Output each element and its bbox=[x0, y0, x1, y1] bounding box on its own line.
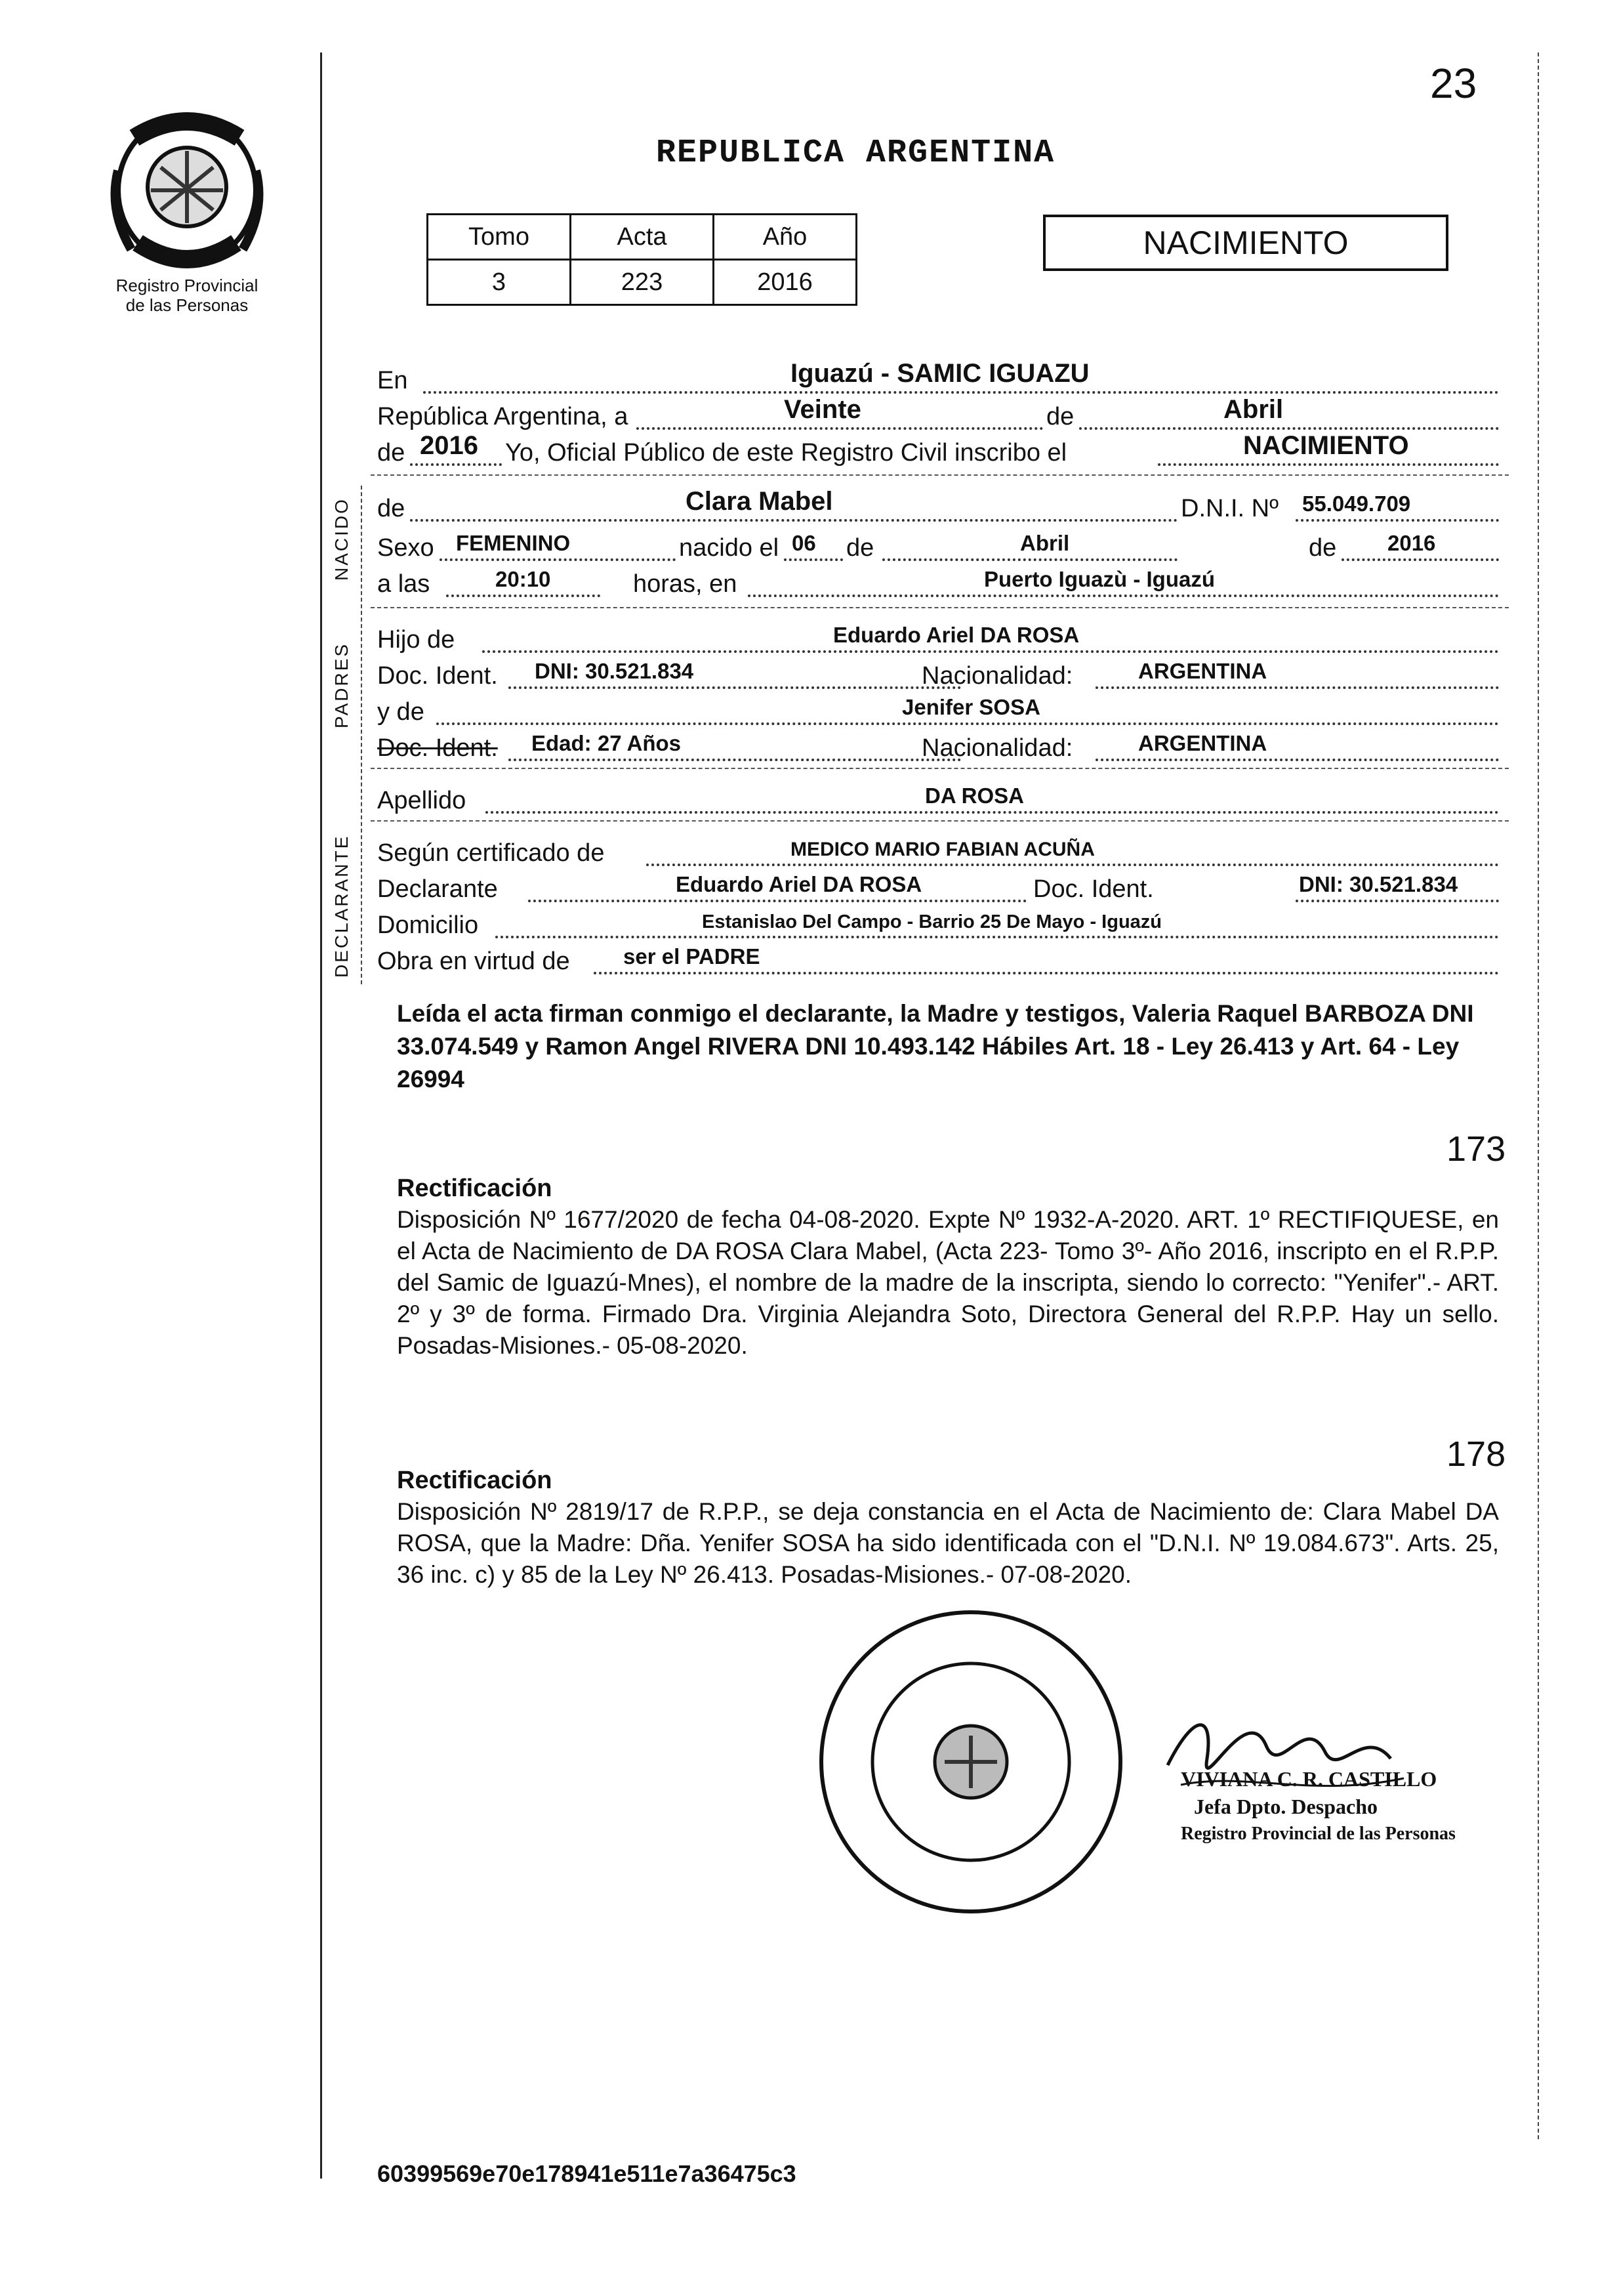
right-margin-line bbox=[1538, 52, 1539, 2139]
section-separator bbox=[371, 474, 1509, 476]
logo-caption-line1: Registro Provincial bbox=[115, 276, 258, 295]
oficial-label: Yo, Oficial Público de este Registro Civil inscribo el bbox=[505, 439, 1067, 467]
row-certificado bbox=[377, 833, 1502, 873]
mes-value: Abril bbox=[1223, 395, 1284, 424]
row-declarante bbox=[377, 869, 1502, 909]
certificado-label: Según certificado de bbox=[377, 839, 605, 867]
dotted-line bbox=[440, 558, 676, 561]
padre-doc-value: DNI: 30.521.834 bbox=[535, 659, 694, 683]
sexo-value: FEMENINO bbox=[456, 531, 571, 555]
de2-label: de bbox=[377, 439, 405, 467]
row-hijo bbox=[377, 620, 1502, 659]
signer-office: Registro Provincial de las Personas bbox=[1181, 1824, 1456, 1844]
dotted-line bbox=[748, 595, 1499, 597]
page-number: 23 bbox=[1430, 60, 1477, 107]
madre-edad-value: Edad: 27 Años bbox=[531, 731, 681, 755]
madre-nac-value: ARGENTINA bbox=[1138, 731, 1267, 755]
anio-value: 2016 bbox=[714, 260, 857, 305]
registro-provincial-stamp-icon bbox=[813, 1604, 1128, 1919]
doc3-label: Doc. Ident. bbox=[1033, 875, 1154, 903]
certificado-value: MEDICO MARIO FABIAN ACUÑA bbox=[790, 839, 1095, 860]
tomo-header: Tomo bbox=[428, 215, 571, 260]
document-hash: 60399569e70e178941e511e7a36475c3 bbox=[377, 2160, 796, 2187]
dotted-line bbox=[495, 936, 1499, 938]
anio-header: Año bbox=[714, 215, 857, 260]
side-label-nacido: NACIDO bbox=[331, 497, 352, 581]
signature-block bbox=[1181, 1765, 1456, 1848]
madre-value: Jenifer SOSA bbox=[902, 695, 1040, 719]
obra-label: Obra en virtud de bbox=[377, 948, 570, 975]
dotted-line bbox=[1342, 558, 1499, 561]
row-en bbox=[377, 361, 1502, 400]
dotted-line bbox=[882, 558, 1178, 561]
dotted-line bbox=[436, 722, 1499, 725]
row-madre bbox=[377, 692, 1502, 732]
dotted-line bbox=[528, 900, 1027, 902]
row-hora-lugar bbox=[377, 564, 1502, 604]
lugar-value: Puerto Iguazù - Iguazú bbox=[984, 567, 1215, 591]
dotted-line bbox=[1079, 427, 1499, 430]
dotted-line bbox=[1096, 759, 1499, 761]
nac-mes-value: Abril bbox=[1020, 531, 1070, 555]
horas-en-label: horas, en bbox=[633, 570, 737, 598]
yde-label: y de bbox=[377, 698, 424, 726]
section-separator bbox=[371, 768, 1509, 769]
obra-value: ser el PADRE bbox=[623, 944, 760, 969]
dotted-line bbox=[508, 759, 961, 761]
tomo-value: 3 bbox=[428, 260, 571, 305]
dotted-line bbox=[1096, 686, 1499, 689]
record-type-box: NACIMIENTO bbox=[1043, 215, 1448, 271]
hora-value: 20:10 bbox=[495, 567, 551, 591]
row-sexo bbox=[377, 528, 1502, 568]
dni-label: D.N.I. Nº bbox=[1181, 495, 1279, 522]
domicilio-value: Estanislao Del Campo - Barrio 25 De Mayo - Iguazú bbox=[702, 911, 1162, 932]
apellido-label: Apellido bbox=[377, 787, 466, 814]
dotted-line bbox=[1296, 519, 1499, 522]
sexo-label: Sexo bbox=[377, 534, 434, 562]
row-padre-doc bbox=[377, 656, 1502, 696]
apellido-value: DA ROSA bbox=[925, 783, 1024, 808]
row-republica bbox=[377, 397, 1502, 436]
dotted-line bbox=[594, 972, 1499, 974]
logo-caption-line2: de las Personas bbox=[125, 295, 249, 315]
anio-inscripcion-value: 2016 bbox=[420, 431, 478, 460]
section-separator bbox=[371, 607, 1509, 608]
rectification-2-title: Rectificación bbox=[397, 1467, 552, 1494]
acta-header: Acta bbox=[571, 215, 714, 260]
margin-number-173: 173 bbox=[1446, 1129, 1506, 1169]
closing-statement: Leída el acta firman conmigo el declarante, la Madre y testigos, Valeria Raquel BARBOZA DNI 33.074.549 y Ramon Angel RIVERA DNI 10.493.142 Hábiles Art. 18 - Ley 26.413 y Art. 64 - Ley 26994 bbox=[397, 1000, 1474, 1093]
rectification-2-text: Disposición Nº 2819/17 de R.P.P., se deja constancia en el Acta de Nacimiento de: Clara Mabel DA ROSA, que la Madre: Dña. Yenifer SOSA ha sido identificada con el "D.N.I. Nº 19.084.673". Arts. 25, 36 inc. c) y 85 de la Ley Nº 26.413. Posadas-Misiones.- 07-08-2020. bbox=[397, 1498, 1499, 1588]
row-apellido bbox=[377, 781, 1502, 820]
acta-value: 223 bbox=[571, 260, 714, 305]
doc2-label: Doc. Ident. bbox=[377, 734, 498, 762]
signer-role: Jefa Dpto. Despacho bbox=[1194, 1795, 1378, 1818]
left-margin-line bbox=[320, 52, 322, 2179]
alas-label: a las bbox=[377, 570, 430, 598]
dotted-line bbox=[1158, 463, 1499, 466]
field-margin-line bbox=[361, 486, 362, 984]
inscribo-value: NACIMIENTO bbox=[1243, 431, 1409, 460]
en-label: En bbox=[377, 367, 408, 394]
dotted-line bbox=[423, 391, 1499, 394]
declarante-doc-value: DNI: 30.521.834 bbox=[1299, 872, 1458, 896]
en-value: Iguazú - SAMIC IGUAZU bbox=[790, 359, 1090, 388]
dotted-line bbox=[485, 811, 1499, 814]
row-anio-oficial bbox=[377, 433, 1502, 472]
de5-label: de bbox=[1309, 534, 1337, 562]
logo-caption bbox=[98, 276, 276, 315]
padre-value: Eduardo Ariel DA ROSA bbox=[833, 623, 1080, 647]
dotted-line bbox=[646, 864, 1499, 866]
dotted-line bbox=[1296, 900, 1499, 902]
domicilio-label: Domicilio bbox=[377, 911, 479, 939]
de4-label: de bbox=[846, 534, 874, 562]
republica-label: República Argentina, a bbox=[377, 403, 628, 430]
row-nombre bbox=[377, 489, 1502, 528]
hijo-label: Hijo de bbox=[377, 626, 455, 654]
nacionalidad-label: Nacionalidad: bbox=[922, 662, 1073, 690]
padre-nac-value: ARGENTINA bbox=[1138, 659, 1267, 683]
nombre-value: Clara Mabel bbox=[686, 487, 833, 516]
tomo-acta-anio-table bbox=[426, 213, 857, 306]
section-separator bbox=[371, 820, 1509, 822]
dotted-line bbox=[410, 463, 502, 466]
signer-name: VIVIANA C. R. CASTILLO bbox=[1181, 1767, 1437, 1791]
row-obra bbox=[377, 942, 1502, 981]
nac-dia-value: 06 bbox=[792, 531, 816, 555]
dotted-line bbox=[410, 519, 1178, 522]
side-label-padres: PADRES bbox=[331, 642, 352, 728]
dotted-line bbox=[482, 650, 1499, 653]
dni-value: 55.049.709 bbox=[1302, 491, 1411, 516]
dia-value: Veinte bbox=[784, 395, 861, 424]
declarante-value: Eduardo Ariel DA ROSA bbox=[676, 872, 922, 896]
nacionalidad2-label: Nacionalidad: bbox=[922, 734, 1073, 762]
nacido-el-label: nacido el bbox=[679, 534, 779, 562]
country-title: REPUBLICA ARGENTINA bbox=[656, 135, 1055, 172]
de-label: de bbox=[1046, 403, 1075, 430]
de3-label: de bbox=[377, 495, 405, 522]
dotted-line bbox=[446, 595, 600, 597]
nac-anio-value: 2016 bbox=[1387, 531, 1436, 555]
row-madre-doc bbox=[377, 728, 1502, 768]
declarante-label: Declarante bbox=[377, 875, 498, 903]
dotted-line bbox=[784, 558, 843, 561]
margin-number-178: 178 bbox=[1446, 1434, 1506, 1474]
dotted-line bbox=[508, 686, 961, 689]
doc-label: Doc. Ident. bbox=[377, 662, 498, 690]
provincia-misiones-seal-icon bbox=[105, 112, 269, 289]
dotted-line bbox=[636, 427, 1043, 430]
row-domicilio bbox=[377, 906, 1502, 945]
rectification-1-title: Rectificación bbox=[397, 1175, 552, 1202]
side-label-declarante: DECLARANTE bbox=[331, 834, 352, 978]
rectification-1-text: Disposición Nº 1677/2020 de fecha 04-08-2020. Expte Nº 1932-A-2020. ART. 1º RECTIFIQUESE, en el Acta de Nacimiento de DA ROSA Clara Mabel, (Acta 223- Tomo 3º- Año 2016, inscripto en el R.P.P. del Samic de Iguazú-Mnes), el nombre de la madre de la inscripta, siendo lo correcto: "Yenifer".- ART. 2º y 3º de forma. Firmado Dra. Virginia Alejandra Soto, Directora General del R.P.P. Hay un sello. Posadas-Misiones.- 05-08-2020. bbox=[397, 1206, 1499, 1359]
